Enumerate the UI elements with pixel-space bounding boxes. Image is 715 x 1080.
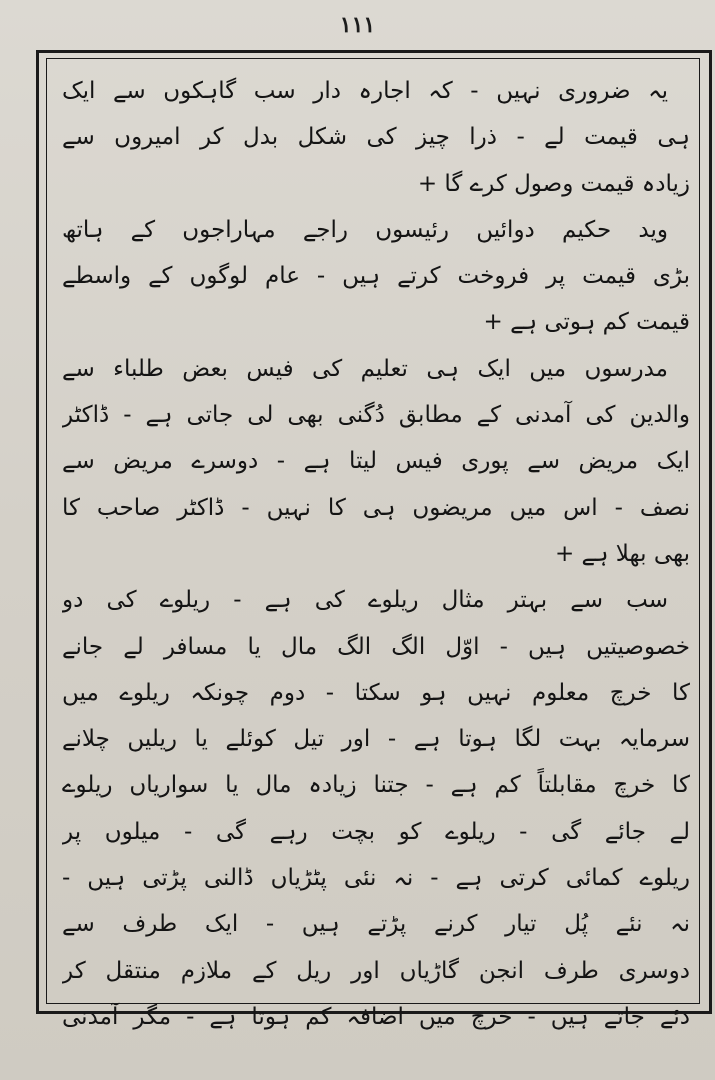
text-line: کا خرچ معلوم نہیں ہو سکتا - دوم چونکہ ریلوے میں	[62, 679, 690, 706]
text-line: ہی قیمت لے - ذرا چیز کی شکل بدل کر امیروں سے	[62, 124, 690, 151]
text-line: یہ ضروری نہیں - کہ اجارہ دار سب گاہکوں سے ایک	[62, 78, 668, 104]
text-line: ایک مریض سے پوری فیس لیتا ہے - دوسرے مریض سے	[62, 448, 690, 475]
text-line: خصوصیتیں ہیں - اوّل الگ الگ مال یا مسافر لے جانے	[62, 633, 690, 660]
urdu-text-block	[62, 68, 690, 1030]
text-line: سب سے بہتر مثال ریلوے کی ہے - ریلوے کی دو	[62, 587, 668, 614]
text-line: بڑی قیمت پر فروخت کرتے ہیں - عام لوگوں کے واسطے	[62, 263, 690, 290]
text-line: زیادہ قیمت وصول کرے گا +	[417, 170, 690, 197]
text-line: دئے جاتے ہیں - خرچ میں اضافہ کم ہوتا ہے - مگر آمدنی	[62, 1003, 690, 1030]
text-line: کا خرچ مقابلتاً کم ہے - جتنا زیادہ مال یا سواریاں ریلوے	[62, 772, 690, 799]
text-line: ریلوے کمائی کرتی ہے - نہ نئی پٹڑیاں ڈالنی پڑتی ہیں -	[62, 865, 690, 892]
text-line: دوسری طرف انجن گاڑیاں اور ریل کے ملازم منتقل کر	[62, 957, 690, 984]
text-line: بھی بھلا ہے +	[554, 540, 690, 567]
text-line: وید حکیم دوائیں رئیسوں راجے مہاراجوں کے ہاتھ	[62, 216, 668, 243]
page-number: ۱۱۱	[339, 12, 376, 38]
text-line: مدرسوں میں ایک ہی تعلیم کی فیس بعض طلباء سے	[62, 355, 668, 382]
text-line: نصف - اس میں مریضوں ہی کا نہیں - ڈاکٹر صاحب کا	[62, 494, 690, 521]
text-line: قیمت کم ہوتی ہے +	[483, 309, 690, 336]
text-line: لے جائے گی - ریلوے کو بچت رہے گی - میلوں پر	[62, 818, 690, 845]
text-line: سرمایہ بہت لگا ہوتا ہے - اور تیل کوئلے یا ریلیں چلانے	[62, 726, 690, 753]
text-line: نہ نئے پُل تیار کرنے پڑتے ہیں - ایک طرف سے	[62, 911, 690, 938]
text-line: والدین کی آمدنی کے مطابق دُگنی بھی لی جاتی ہے - ڈاکٹر	[62, 402, 690, 429]
